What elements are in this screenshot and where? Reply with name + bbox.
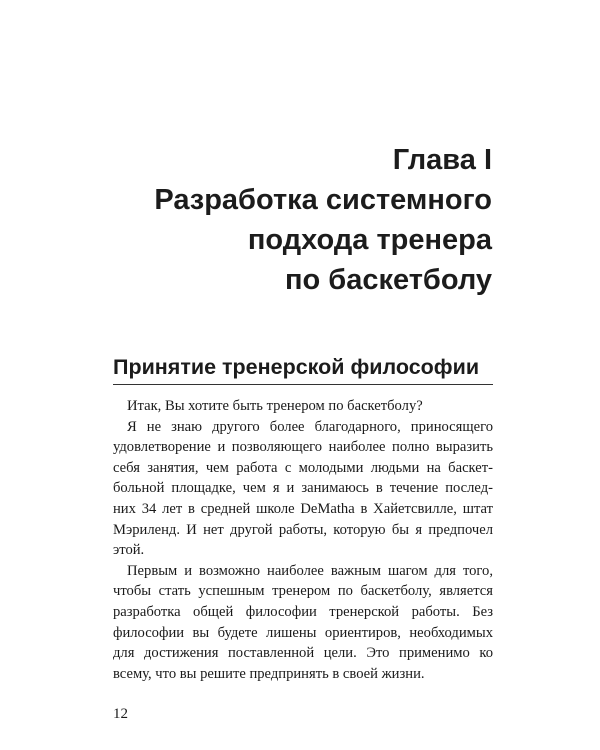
text-line: разработка общей философии тренерской работы. Без <box>113 603 493 620</box>
section-heading: Принятие тренерской философии <box>113 355 480 379</box>
text-line: них 34 лет в средней школе DeMatha в Хайетсвилле, штат <box>113 500 493 517</box>
text-line: этой. <box>113 542 145 559</box>
chapter-title-line: по баскетболу <box>285 264 492 296</box>
text-line: Итак, Вы хотите быть тренером по баскетболу? <box>127 398 423 414</box>
text-line: Первым и возможно наиболее важным шагом для того, <box>127 562 493 579</box>
text-line: больной площадке, чем я и занимаюсь в течение послед- <box>113 480 493 497</box>
text-line: Я не знаю другого более благодарного, приносящего <box>127 418 493 435</box>
text-line: чтобы стать успешным тренером по баскетболу, является <box>113 583 493 600</box>
text-line: удовлетворение и позволяющего наиболее полно выразить <box>113 439 493 456</box>
chapter-title-line: подхода тренера <box>247 224 492 256</box>
chapter-title-line: Разработка системного <box>154 184 492 216</box>
page-number: 12 <box>113 706 128 722</box>
chapter-title <box>154 140 492 300</box>
text-line: Мэриленд. И нет другой работы, которую бы я предпочел <box>113 521 493 538</box>
text-line: всему, что вы решите предпринять в своей жизни. <box>113 665 425 682</box>
text-line: себя занятия, чем работа с молодыми людьми на баскет- <box>113 459 493 476</box>
section-underline <box>113 384 493 385</box>
chapter-number: Глава I <box>392 144 492 176</box>
text-line: философии вы будете лишены ориентиров, необходимых <box>113 624 493 641</box>
text-line: для достижения поставленной цели. Это применимо ко <box>113 645 493 662</box>
body-text <box>113 396 493 684</box>
